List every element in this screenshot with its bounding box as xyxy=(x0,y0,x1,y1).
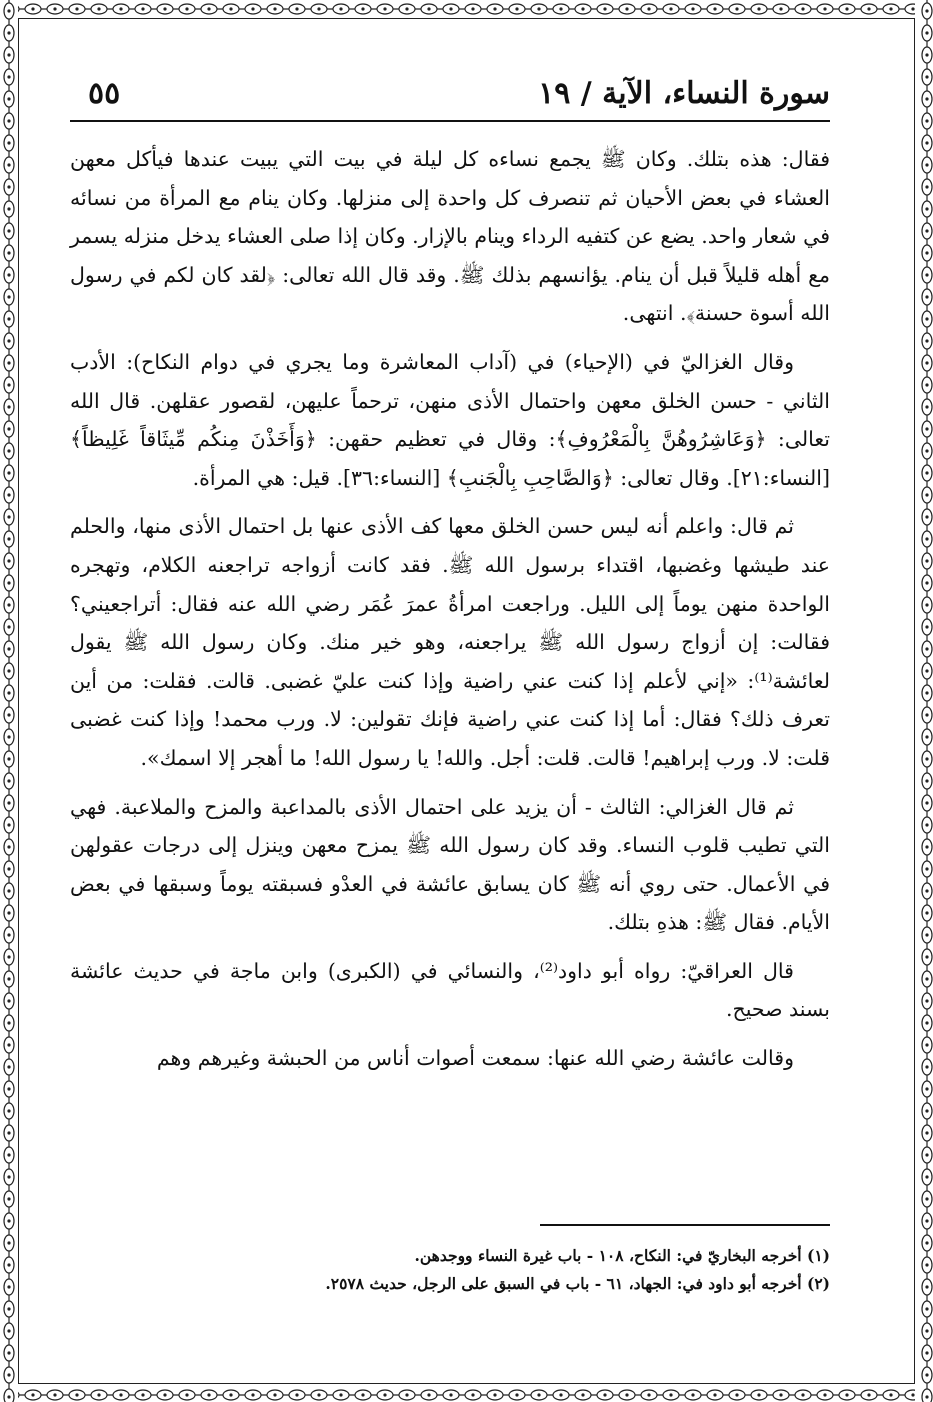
page-number: ٥٥ xyxy=(88,76,121,111)
main-text xyxy=(70,140,830,1088)
footnote: (٢) أخرجه أبو داود في: الجهاد، ٦١ - باب في السبق على الرجل، حديث ٢٥٧٨. xyxy=(325,1274,830,1293)
paragraph: وقالت عائشة رضي الله عنها: سمعت أصوات أناس من الحبشة وغيرهم وهم xyxy=(156,1046,794,1071)
header-divider xyxy=(70,120,830,122)
page-header xyxy=(70,70,830,120)
paragraph: ثم قال الغزالي: الثالث - أن يزيد على احتمال الأذى بالمداعبة والمزح والملاعبة. فهي التي تطيب قلوب النساء. وقد كان رسول الله ﷺ يمزح معهن وينزل إلى درجات عقولهن في الأعمال. حتى روي أنه ﷺ كان يسابق عائشة في العدْو فسبقته يوماً وسبقها في بعض الأيام. فقال ﷺ: هذهِ بتلك. xyxy=(70,794,830,935)
paragraph: قال العراقيّ: رواه أبو داود⁽²⁾، والنسائي في (الكبرى) وابن ماجة في حديث عائشة بسند صحيح. xyxy=(70,958,830,1022)
page-title: سورة النساء، الآية / ١٩ xyxy=(538,76,830,111)
paragraph: فقال: هذه بتلك. وكان ﷺ يجمع نساءه كل ليلة في بيت التي يبيت عندها فيأكل معهن العشاء في بعض الأحيان ثم تنصرف كل واحدة إلى منزلها. وكان ينام مع المرأة من نسائه في شعار واحد. يضع عن كتفيه الرداء وينام بالإزار. وكان إذا صلى العشاء يدخل منزله يسمر مع أهله قليلاً قبل أن ينام. يؤانسهم بذلك ﷺ. وقد قال الله تعالى: ﴿لقد كان لكم في رسول الله أسوة حسنة﴾. انتهى. xyxy=(70,147,830,326)
paragraph: وقال الغزاليّ في (الإحياء) في (آداب المعاشرة وما يجري في دوام النكاح): الأدب الثاني - حسن الخلق معهن واحتمال الأذى منهن، ترحماً عليهن، لقصور عقلهن. قال الله تعالى: ﴿وَعَاشِرُوهُنَّ بِالْمَعْرُوفِ﴾: وقال في تعظيم حقهن: ﴿وَأَخَذْنَ مِنكُم مِّيثَاقاً غَلِيظاً﴾ [النساء:٢١]. وقال تعالى: ﴿وَالصَّاحِبِ بِالْجَنبِ﴾ [النساء:٣٦]. قيل: هي المرأة. xyxy=(70,349,830,490)
footnotes xyxy=(70,1242,830,1298)
paragraph: ثم قال: واعلم أنه ليس حسن الخلق معها كف الأذى عنها بل احتمال الأذى منها، والحلم عند طيشها وغضبها، اقتداء برسول الله ﷺ. فقد كانت أزواجه تراجعنه الكلام، وتهجره الواحدة منهن يوماً إلى الليل. وراجعت امرأةُ عمرَ عُمَر رضي الله عنه فقال: أتراجعيني؟ فقالت: إن أزواج رسول الله ﷺ يراجعنه، وهو خير منك. وكان رسول الله ﷺ يقول لعائشة⁽¹⁾: «إني لأعلم إذا كنت عني راضية وإذا كنت عليّ غضبى. قالت. فقلت: من أين تعرف ذلك؟ فقال: أما إذا كنت عني راضية فإنك تقولين: لا. ورب محمد! وإذا كنت غضبى قلت: لا. ورب إبراهيم! قالت. قلت: أجل. والله! يا رسول الله! ما أهجر إلا اسمك». xyxy=(70,514,830,770)
footnote-divider xyxy=(540,1224,830,1226)
footnote: (١) أخرجه البخاريّ في: النكاح، ١٠٨ - باب غيرة النساء ووجدهن. xyxy=(414,1246,830,1265)
